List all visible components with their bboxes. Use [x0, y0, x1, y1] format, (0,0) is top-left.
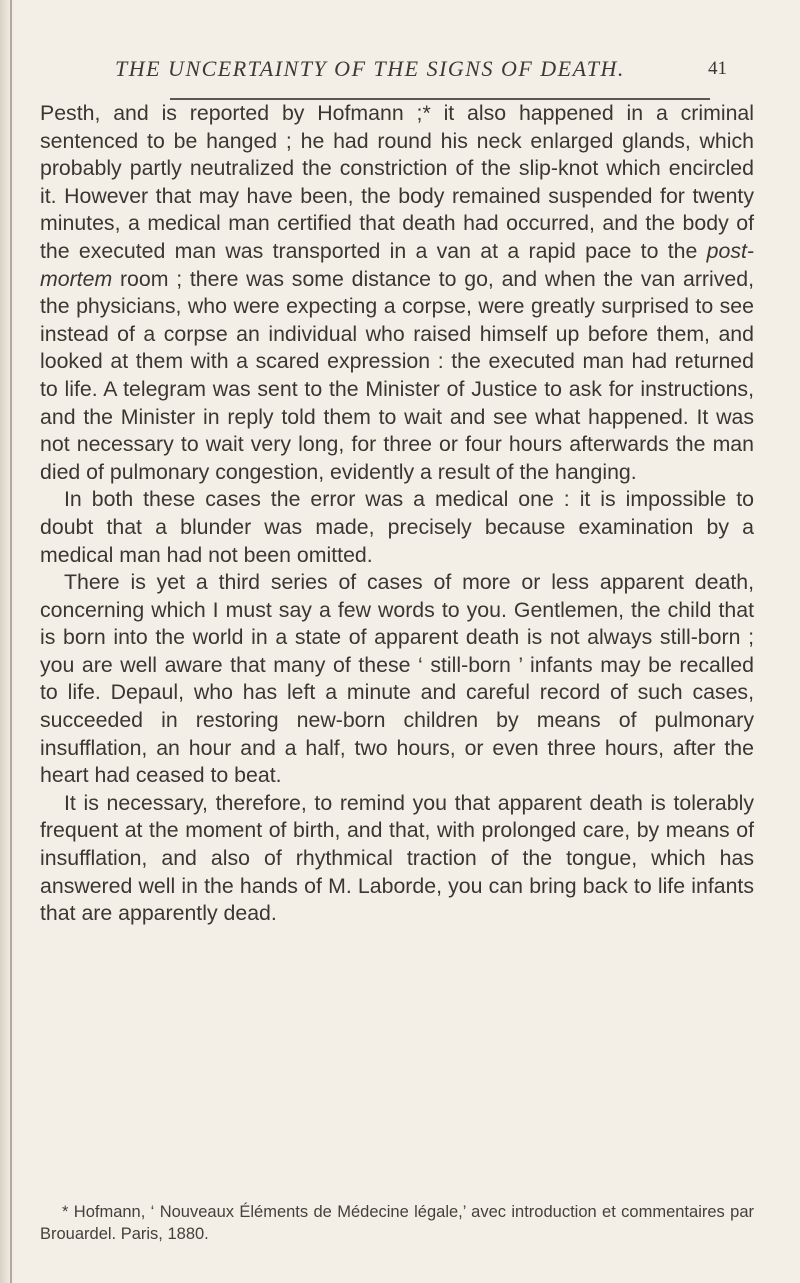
paragraph-2: In both these cases the error was a medical one : it is impossible to doubt that a blunder was made, precisely because examination by a medical man had not been omitted.: [40, 487, 754, 567]
footnote-text: * Hofmann, ‘ Nouveaux Éléments de Médecine légale,’ avec introduction et commentaires par Brouardel. Paris, 1880.: [40, 1203, 754, 1243]
paragraph-1-before: Pesth, and is reported by Hofmann ;* it also happened in a criminal sentenced to be hanged ; he had round his neck enlarged glands, which probably partly neutralized the constriction of the slip-knot which encircled it. However that may have been, the body remained suspended for twenty minutes, a medical man certified that death had occurred, and the body of the executed man was transported in a van at a rapid pace to the: [40, 101, 754, 263]
paragraph-4: It is necessary, therefore, to remind you that apparent death is tolerably frequent at the moment of birth, and that, with prolonged care, by means of insufflation, and also of rhythmical traction of the tongue, which has answered well in the hands of M. Laborde, you can bring back to life infants that are apparently dead.: [40, 790, 754, 926]
page-number: 41: [708, 58, 727, 79]
body-text: [40, 100, 754, 928]
paragraph-1-italic: post-mortem: [40, 238, 754, 291]
paragraph-1: [40, 100, 754, 486]
paragraph-3: There is yet a third series of cases of more or less apparent death, concerning which I must say a few words to you. Gentlemen, the child that is born into the world in a state of apparent death is not always still-born ; you are well aware that many of these ‘ still-born ’ infants may be recalled to life. Depaul, who has left a minute and careful record of such cases, succeeded in restoring new-born children by means of pulmonary insufflation, an hour and a half, two hours, or even three hours, after the heart had ceased to beat.: [40, 570, 754, 788]
running-title: THE UNCERTAINTY OF THE SIGNS OF DEATH.: [115, 56, 625, 81]
page-edge: [10, 0, 12, 1283]
page-header: [115, 56, 727, 86]
paragraph-1-after: room ; there was some distance to go, and when the van arrived, the physicians, who were expecting a corpse, were greatly surprised to see instead of a corpse an individual who raised himself up before them, and looked at them with a scared expression : the executed man had returned to life. A telegram was sent to the Minister of Justice to ask for instructions, and the Minister in reply told them to wait and see what happened. It was not necessary to wait very long, for three or four hours afterwards the man died of pulmonary congestion, evidently a result of the hanging.: [40, 266, 754, 484]
footnote: [40, 1201, 754, 1245]
